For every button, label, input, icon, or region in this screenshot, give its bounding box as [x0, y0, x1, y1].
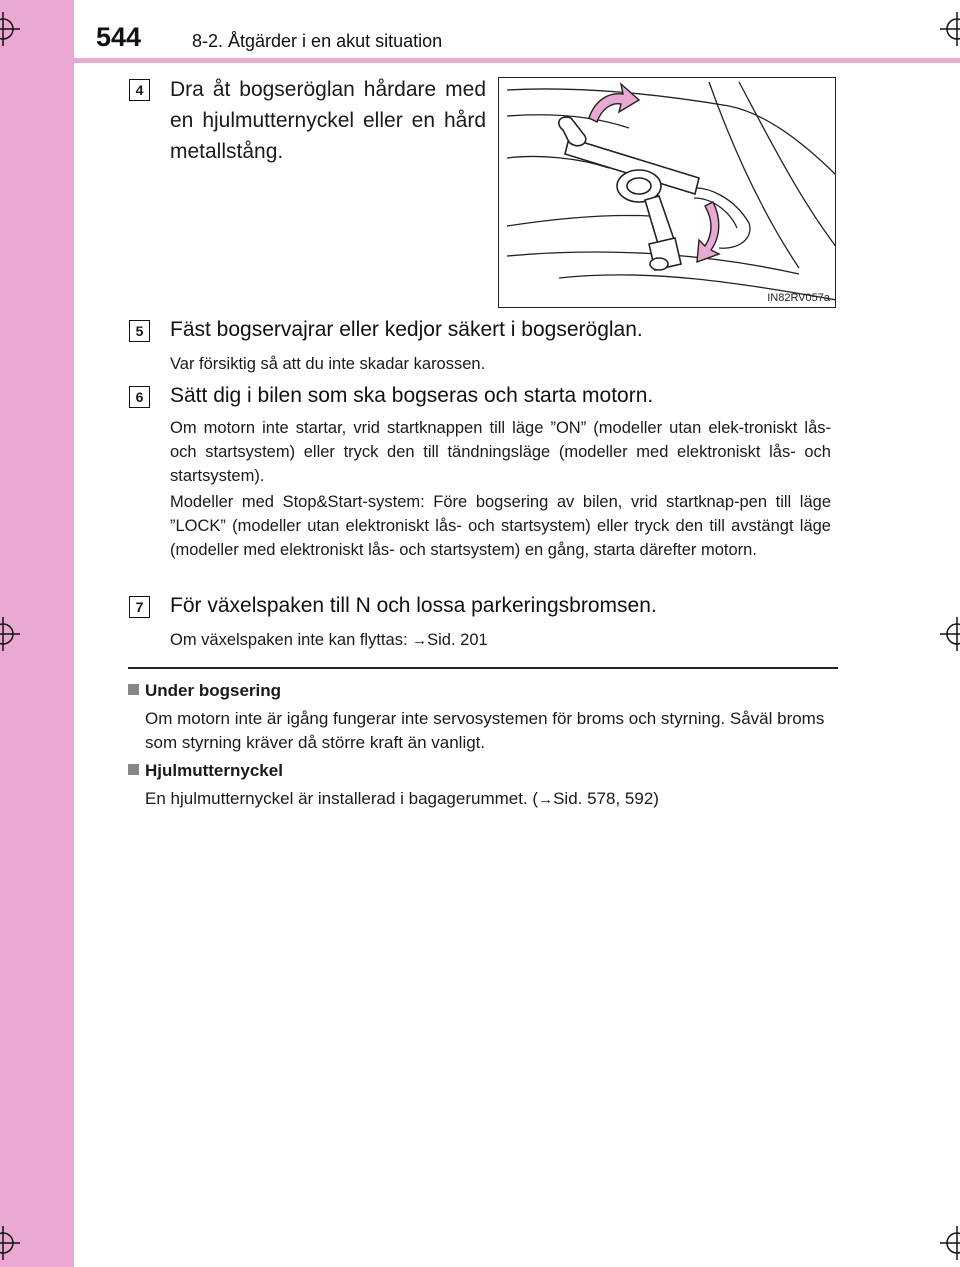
- step-note: [170, 628, 831, 653]
- header-rule: [74, 58, 960, 63]
- registration-mark-icon: [0, 12, 20, 46]
- section-divider: [128, 667, 838, 669]
- registration-mark-icon: [0, 1226, 20, 1260]
- registration-mark-icon: [940, 12, 960, 46]
- step-note: Om motorn inte startar, vrid startknappen till läge ”ON” (modeller utan elek-troniskt lås- och startsystem) eller tryck den till tändningsläge (modeller med elektroniskt lås- och startsystem).: [170, 419, 831, 485]
- info-heading-text: Hjulmutternyckel: [145, 761, 283, 780]
- page-number: 544: [96, 22, 142, 52]
- info-square-icon: [128, 764, 139, 775]
- step-title: Dra åt bogseröglan hårdare med en hjulmutternyckel eller en hård metallstång.: [170, 78, 486, 163]
- registration-mark-icon: [0, 617, 20, 651]
- info-square-icon: [128, 684, 139, 695]
- arrow-icon: →: [538, 791, 554, 808]
- step-title: Fäst bogservajrar eller kedjor säkert i bogseröglan.: [170, 318, 643, 341]
- info-body: Om motorn inte är igång fungerar inte servosystemen för broms och styrning. Såväl broms som styrning kräver då större kraft än vanligt.: [145, 709, 825, 752]
- section-title: 8-2. Åtgärder i en akut situation: [192, 31, 443, 51]
- step-number-badge: 7: [129, 596, 150, 618]
- step-number-badge: 6: [129, 386, 150, 408]
- arrow-icon: →: [412, 632, 428, 649]
- step-note: Var försiktig så att du inte skadar karossen.: [170, 355, 486, 373]
- page-reference: Sid. 578, 592): [553, 789, 659, 808]
- page-reference: Sid. 201: [427, 631, 488, 649]
- info-body-text: En hjulmutternyckel är installerad i bagagerummet. (: [145, 789, 539, 808]
- info-heading: [128, 759, 283, 783]
- step-note: Modeller med Stop&Start-system: Före bogsering av bilen, vrid startknap-pen till läge ”LOCK” (modeller utan elektroniskt lås- och startsystem) eller tryck den till avstängt läge (modeller med elektroniskt lås- och startsystem) en gång, starta därefter motorn.: [170, 493, 831, 559]
- tow-eyelet-illustration: [498, 77, 836, 308]
- info-heading-text: Under bogsering: [145, 681, 282, 700]
- registration-mark-icon: [940, 617, 960, 651]
- wrench-tightening-illustration: [499, 78, 836, 308]
- step-title: För växelspaken till N och lossa parkeringsbromsen.: [170, 594, 657, 617]
- figure-code: IN82RV057a: [767, 292, 830, 304]
- step-title: Sätt dig i bilen som ska bogseras och starta motorn.: [170, 384, 654, 407]
- info-body: [145, 787, 835, 812]
- registration-mark-icon: [940, 1226, 960, 1260]
- step-number-badge: 4: [129, 79, 150, 101]
- note-text: Om växelspaken inte kan flyttas:: [170, 631, 413, 649]
- step-number-badge: 5: [129, 320, 150, 342]
- info-heading: [128, 679, 281, 703]
